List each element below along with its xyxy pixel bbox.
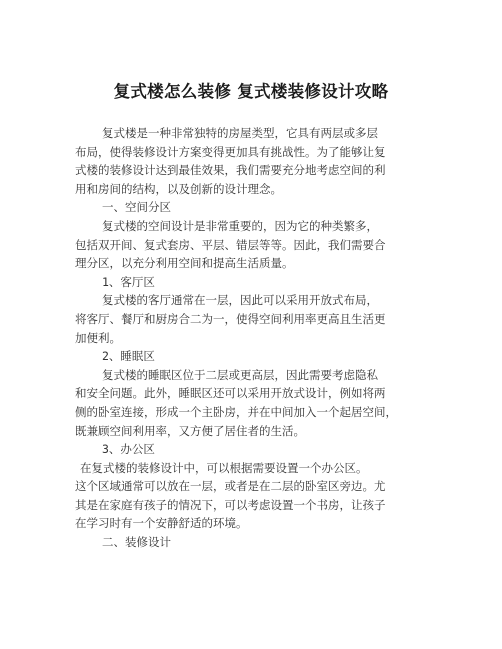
body-line: 在学习时有一个安静舒适的环境。 xyxy=(75,516,248,531)
body-line: 加便利。 xyxy=(75,330,121,345)
document-body xyxy=(75,124,435,552)
body-line: 理分区，以充分利用空间和提高生活质量。 xyxy=(75,256,294,271)
body-line: 用和房间的结构，以及创新的设计理念。 xyxy=(75,181,282,196)
body-line: 2、睡眠区 xyxy=(102,349,155,364)
body-line: 二、装修设计 xyxy=(102,535,171,550)
body-line: 侧的卧室连接，形成一个主卧房，并在中间加入一个起居空间， xyxy=(75,404,397,419)
body-line: 一、空间分区 xyxy=(102,200,171,215)
body-line: 和安全问题。此外，睡眠区还可以采用开放式设计，例如将两 xyxy=(75,386,386,401)
body-line: 这个区域通常可以放在一层，或者是在二层的卧室区旁边。尤 xyxy=(75,479,386,494)
body-line: 布局，使得装修设计方案变得更加具有挑战性。为了能够让复 xyxy=(75,144,386,159)
body-line: 既兼顾空间利用率，又方便了居住者的生活。 xyxy=(75,423,305,438)
body-line: 包括双开间、复式套房、平层、错层等等。因此，我们需要合 xyxy=(75,237,386,252)
body-line: 复式楼是一种非常独特的房屋类型，它具有两层或多层 xyxy=(102,126,378,140)
body-line: 复式楼的空间设计是非常重要的，因为它的种类繁多， xyxy=(102,218,378,233)
body-line: 3、办公区 xyxy=(102,442,155,457)
body-line: 在复式楼的装修设计中，可以根据需要设置一个办公区。 xyxy=(80,460,368,475)
body-line: 1、客厅区 xyxy=(102,274,155,289)
body-line: 其是在家庭有孩子的情况下，可以考虑设置一个书房，让孩子 xyxy=(75,497,386,512)
document-title: 复式楼怎么装修 复式楼装修设计攻略 xyxy=(113,82,389,101)
body-line: 复式楼的客厅通常在一层，因此可以采用开放式布局， xyxy=(102,293,378,308)
body-line: 将客厅、餐厅和厨房合二为一，使得空间利用率更高且生活更 xyxy=(75,311,386,326)
body-line: 式楼的装修设计达到最佳效果，我们需要充分地考虑空间的利 xyxy=(75,163,386,178)
body-line: 复式楼的睡眠区位于二层或更高层，因此需要考虑隐私 xyxy=(102,367,378,382)
